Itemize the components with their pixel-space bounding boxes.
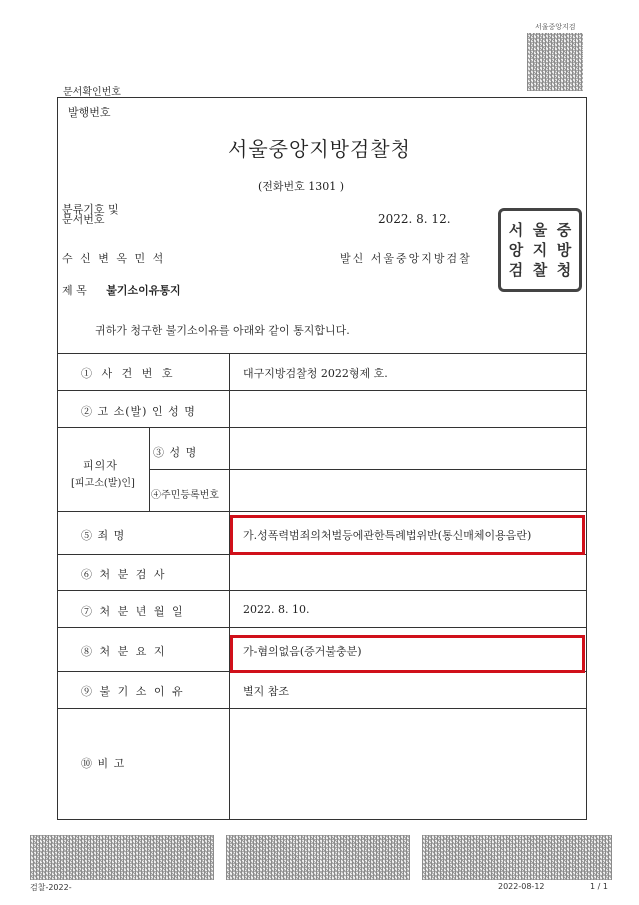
- seal-glyph: 지: [532, 241, 548, 259]
- subject-label: 제 목: [62, 284, 87, 297]
- seal-glyph: 울: [532, 221, 548, 239]
- case-number-label: ① 사 건 번 호: [81, 367, 176, 380]
- row-rule: [57, 427, 587, 428]
- charge-value: 가.성폭력범죄의처벌등에관한특례법위반(통신매체이용음란): [243, 529, 532, 542]
- row-rule: [57, 511, 587, 512]
- suspect-rrn-label: ④주민등록번호: [151, 490, 219, 501]
- recipient: 수 신 변 옥 민 석: [62, 252, 166, 265]
- footer-doc-id: 검찰-2022-: [30, 883, 72, 892]
- charge-label: ⑤ 죄 명: [81, 529, 126, 542]
- remarks-label: ⑩ 비 고: [81, 757, 126, 770]
- row-rule: [57, 708, 587, 709]
- seal-glyph: 서: [508, 221, 524, 239]
- top-barcode: [527, 33, 583, 91]
- column-rule: [229, 353, 230, 820]
- seal-glyph: 앙: [508, 241, 524, 259]
- row-rule: [149, 469, 587, 470]
- seal-glyph: 방: [556, 241, 572, 259]
- bottom-barcode-middle: [226, 835, 410, 880]
- issue-date: 2022. 8. 12.: [378, 212, 451, 226]
- footer-page: 1 / 1: [590, 882, 608, 891]
- complainant-label: ② 고 소(발) 인 성 명: [81, 405, 196, 418]
- case-number-value: 대구지방검찰청 2022형제 호.: [243, 367, 388, 380]
- phone-number: (전화번호 1301 ): [258, 180, 345, 193]
- classification-label: [62, 205, 119, 225]
- intro-text: 귀하가 청구한 불기소이유를 아래와 같이 통지합니다.: [95, 324, 350, 337]
- non-prosecution-reason-label: ⑨ 불 기 소 이 유: [81, 685, 185, 698]
- suspect-label: 피의자: [83, 459, 118, 472]
- doc-confirm-label: 문서확인번호: [63, 87, 121, 98]
- subject-line: [62, 282, 181, 298]
- charge-highlight-box: [230, 515, 585, 555]
- disposition-summary-value: 가-혐의없음(증거불충분): [243, 645, 362, 658]
- row-rule: [57, 353, 587, 354]
- seal-glyph: 청: [556, 261, 572, 279]
- classification-label-line2: 문서번호: [62, 213, 105, 226]
- suspect-sub-label: [피고소(발)인]: [71, 478, 135, 489]
- top-stamp-label: 서울중앙지검: [535, 23, 576, 31]
- subject-value: 불기소이유통지: [106, 284, 181, 297]
- prosecutor-label: ⑥ 처 분 검 사: [81, 568, 167, 581]
- row-rule: [57, 590, 587, 591]
- row-rule: [57, 627, 587, 628]
- classification-label-line1: 분류기호 및: [62, 203, 119, 216]
- sender: 발신 서울중앙지방검찰: [340, 252, 472, 265]
- footer-date: 2022-08-12: [498, 882, 545, 891]
- seal-glyph: 검: [508, 261, 524, 279]
- official-seal: [498, 208, 582, 292]
- seal-glyph: 중: [556, 221, 572, 239]
- issue-number-label: 발행번호: [68, 106, 111, 119]
- org-title: 서울중앙지방검찰청: [228, 137, 411, 161]
- suspect-name-label: ③ 성 명: [153, 446, 198, 459]
- seal-glyph: 찰: [532, 261, 548, 279]
- bottom-barcode-left: [30, 835, 214, 880]
- disposition-date-value: 2022. 8. 10.: [243, 603, 310, 616]
- bottom-barcode-right: [422, 835, 612, 880]
- non-prosecution-reason-value: 별지 참조: [243, 685, 290, 698]
- disposition-highlight-box: [230, 635, 585, 673]
- form-frame: [57, 97, 587, 820]
- row-rule: [57, 390, 587, 391]
- disposition-date-label: ⑦ 처 분 년 월 일: [81, 605, 185, 618]
- disposition-summary-label: ⑧ 처 분 요 지: [81, 645, 167, 658]
- column-rule: [149, 427, 150, 511]
